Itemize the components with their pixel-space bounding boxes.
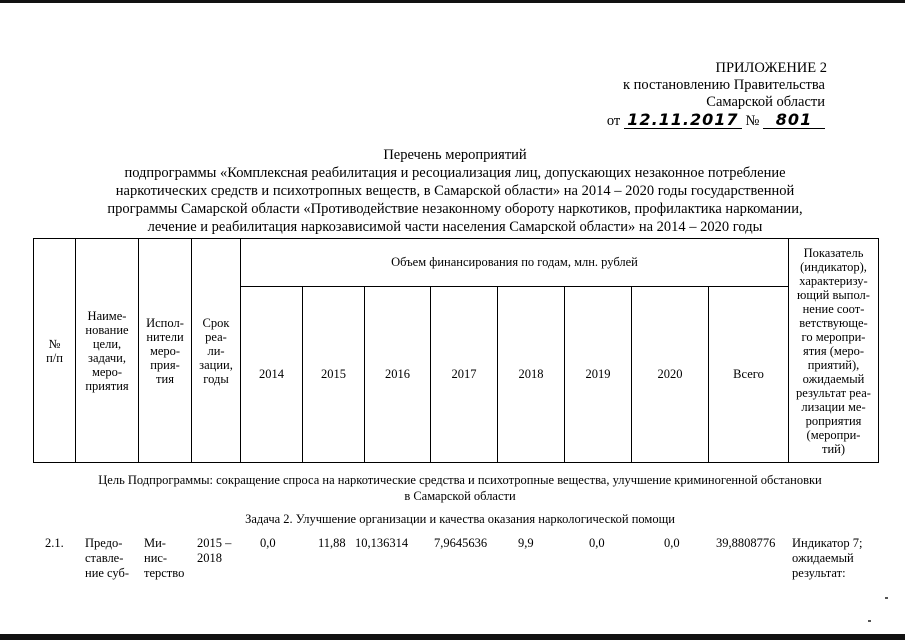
header-total: Всего: [709, 287, 789, 463]
handwritten-number: 801: [763, 111, 825, 129]
header-text: тия: [156, 371, 174, 386]
header-text: Наиме-: [87, 308, 127, 323]
row-value-2016: 10,136314: [355, 536, 409, 550]
header-text: (меропри-: [806, 427, 861, 442]
scan-top-edge: [0, 0, 905, 3]
header-text: №: [48, 336, 61, 351]
document-title: [60, 146, 850, 236]
handwritten-date: 12.11.2017: [624, 111, 742, 129]
cell-line: ние суб-: [85, 566, 130, 580]
appendix-line-3: Самарской области: [706, 94, 825, 110]
cell-line: результат:: [792, 566, 846, 580]
header-text: меро-: [149, 343, 181, 358]
header-number: [34, 239, 76, 463]
appendix-title: ПРИЛОЖЕНИЕ 2: [715, 60, 827, 76]
number-prefix: №: [745, 113, 760, 129]
header-text: задачи,: [88, 350, 126, 365]
header-year-2018: 2018: [498, 287, 565, 463]
header-funding: Объем финансирования по годам, млн. рублей: [241, 239, 789, 287]
row-name: [85, 536, 129, 581]
cell-line: 2018: [197, 551, 222, 565]
cell-line: нис-: [144, 551, 168, 565]
cell-line: Ми-: [144, 536, 166, 550]
cell-line: терство: [144, 566, 185, 580]
program-goal: [60, 472, 860, 504]
measures-table: [33, 238, 879, 463]
header-text: цели,: [92, 336, 122, 351]
row-value-total: 39,8808776: [716, 536, 776, 550]
header-term: [192, 239, 241, 463]
header-text: приятия: [85, 378, 129, 393]
header-text: результат реа-: [796, 385, 871, 400]
header-text: ятия (меро-: [802, 343, 865, 358]
title-line: подпрограммы «Комплексная реабилитация и ресоциализация лиц, допускающих незаконное потребление: [124, 165, 786, 181]
header-text: ветствующе-: [799, 315, 868, 330]
header-year-2017: 2017: [431, 287, 498, 463]
header-name: [76, 239, 139, 463]
row-number: 2.1.: [45, 536, 64, 550]
header-text: меро-: [91, 364, 123, 379]
row-value-2017: 7,9645636: [434, 536, 488, 550]
cell-line: Индикатор 7;: [792, 536, 863, 550]
goal-line: Цель Подпрограммы: сокращение спроса на наркотические средства и психотропные вещества, улучшение криминогенной обстановки: [98, 473, 822, 487]
header-year-2014: 2014: [241, 287, 303, 463]
title-line: наркотических средств и психотропных веществ, в Самарской области» на 2014 – 2020 годы государственной: [115, 183, 795, 199]
scan-speck: [868, 620, 871, 622]
header-text: го меропри-: [801, 329, 866, 344]
header-text: (индикатор),: [800, 259, 867, 274]
header-text: нение соот-: [802, 301, 865, 316]
row-value-2019: 0,0: [589, 536, 605, 550]
header-text: зации,: [199, 357, 233, 372]
row-value-2014: 0,0: [260, 536, 276, 550]
header-text: нители: [146, 329, 184, 344]
row-indicator: [792, 536, 863, 581]
cell-line: ставле-: [85, 551, 124, 565]
header-indicator: [789, 239, 879, 463]
row-value-2020: 0,0: [664, 536, 680, 550]
header-executors: [139, 239, 192, 463]
header-text: ли-: [207, 343, 225, 358]
header-year-2019: 2019: [565, 287, 632, 463]
header-text: ющий выпол-: [797, 287, 870, 302]
header-text: прия-: [150, 357, 180, 372]
scan-speck: [885, 597, 888, 599]
appendix-block: [607, 60, 825, 130]
title-line: лечение и реабилитация наркозависимой части населения Самарской области» на 2014 – 2020 годы: [147, 219, 763, 235]
header-text: нование: [85, 322, 129, 337]
header-year-2016: 2016: [365, 287, 431, 463]
header-text: реа-: [205, 329, 227, 344]
cell-line: ожидаемый: [792, 551, 854, 565]
row-value-2015: 11,88: [318, 536, 346, 550]
goal-line: в Самарской области: [404, 489, 516, 503]
header-text: п/п: [46, 350, 63, 365]
appendix-line-2: к постановлению Правительства: [623, 77, 825, 93]
header-year-2015: 2015: [303, 287, 365, 463]
row-executor: [144, 536, 184, 581]
header-text: тий): [821, 441, 845, 456]
scan-bottom-edge: [0, 634, 905, 640]
header-text: годы: [203, 371, 229, 386]
row-term: [197, 536, 231, 566]
task-heading: Задача 2. Улучшение организации и качества оказания наркологической помощи: [245, 512, 675, 526]
cell-line: 2015 –: [197, 536, 232, 550]
title-line: программы Самарской области «Противодействие незаконному обороту наркотиков, профилактика наркомании,: [107, 201, 803, 217]
header-text: лизации ме-: [801, 399, 866, 414]
header-text: Испол-: [146, 315, 184, 330]
header-text: Показатель: [803, 245, 864, 260]
date-prefix: от: [606, 113, 621, 129]
appendix-date-row: [607, 111, 825, 130]
row-value-2018: 9,9: [518, 536, 534, 550]
header-text: ожидаемый: [802, 371, 865, 386]
header-text: характеризу-: [799, 273, 868, 288]
header-text: приятий),: [807, 357, 860, 372]
title-line: Перечень мероприятий: [383, 147, 527, 163]
cell-line: Предо-: [85, 536, 123, 550]
header-text: Срок: [202, 315, 230, 330]
header-text: роприятия: [805, 413, 862, 428]
header-year-2020: 2020: [632, 287, 709, 463]
